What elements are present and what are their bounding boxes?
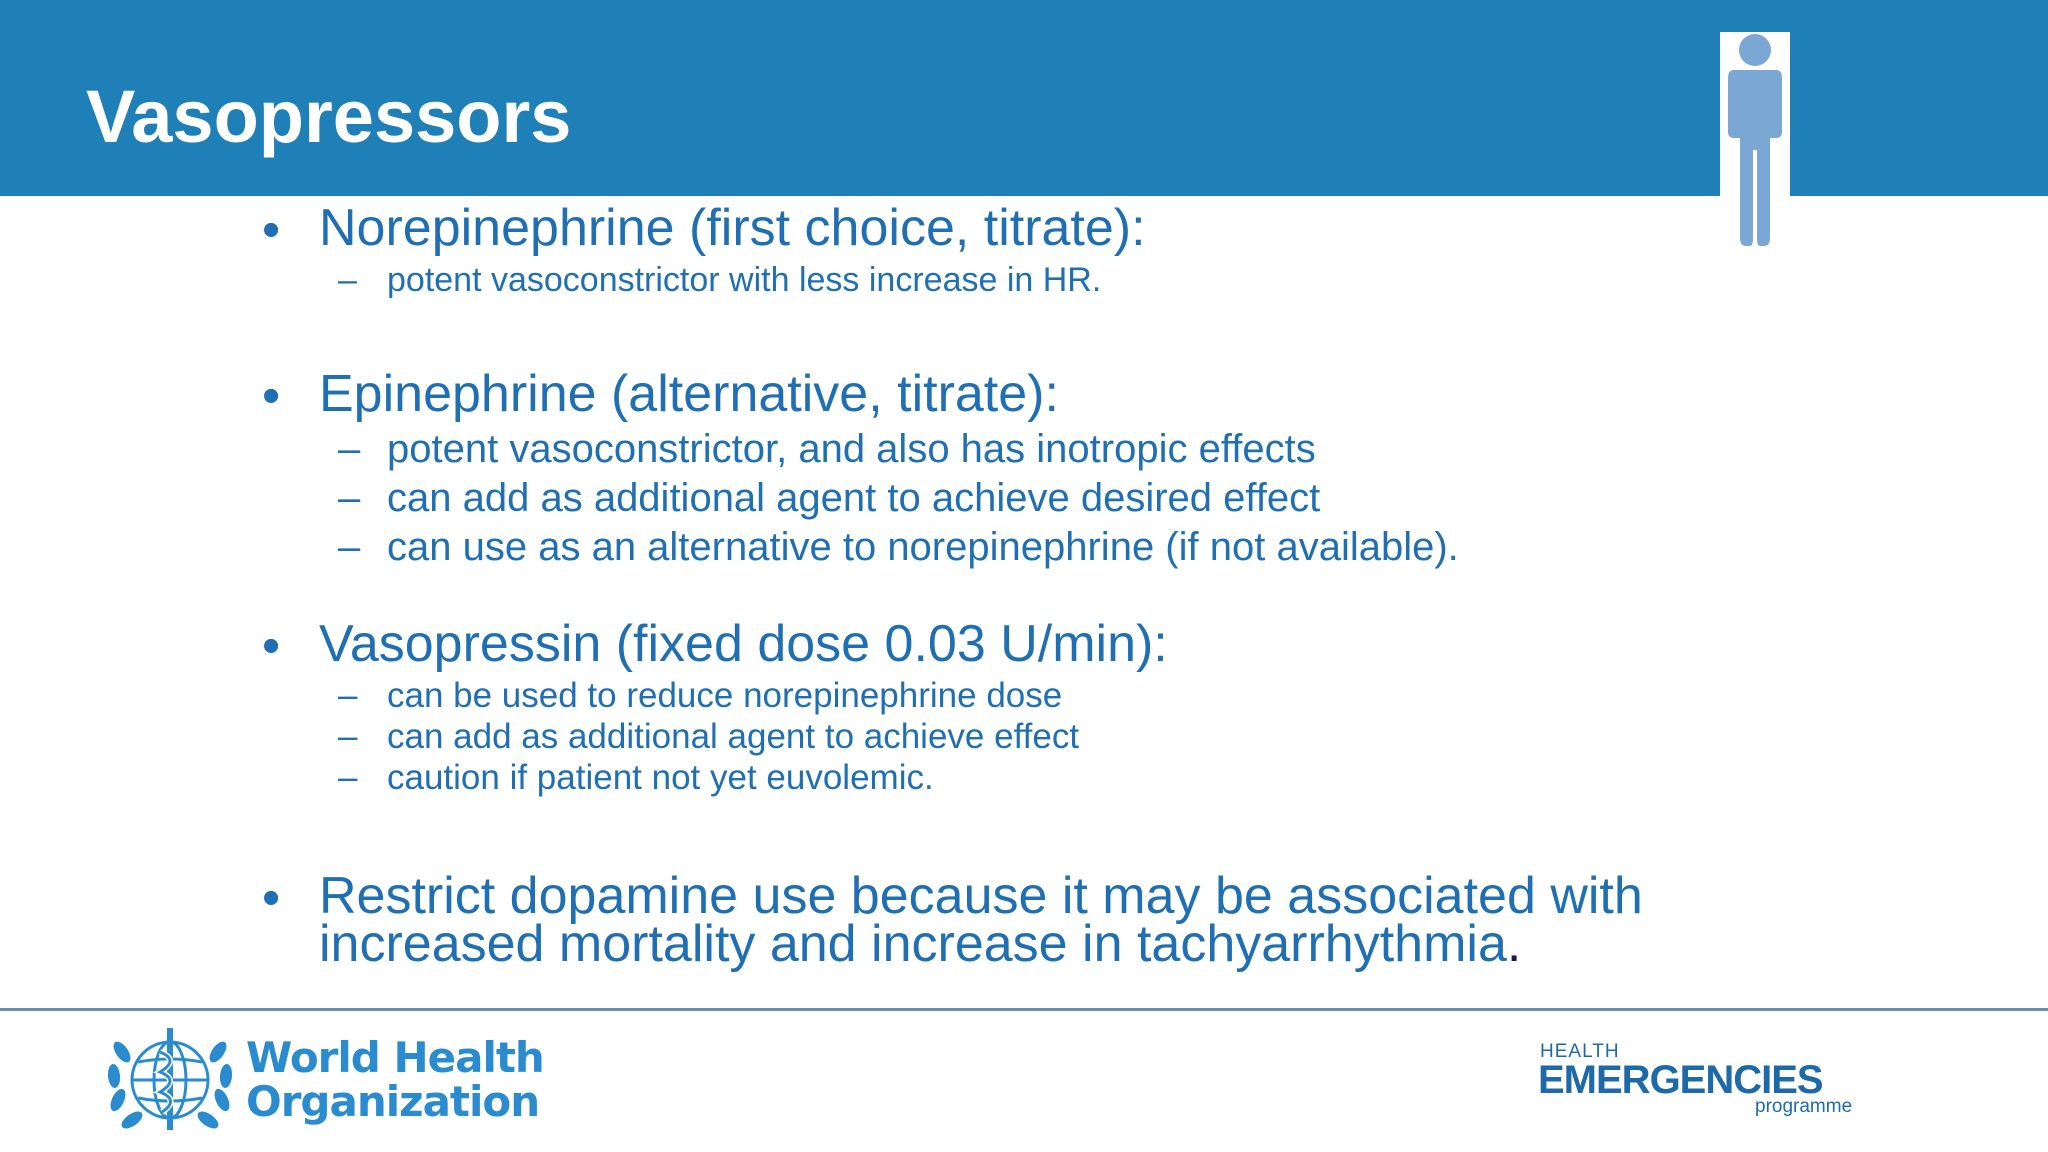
bullet-heading-dopamine-line1: Restrict dopamine use because it may be associated with xyxy=(319,867,1643,925)
slide-title: Vasopressors xyxy=(86,75,572,158)
bullet-marker: • xyxy=(262,869,281,927)
health-emergencies-title: EMERGENCIES xyxy=(1538,1058,1823,1102)
who-logo-line1: World Health xyxy=(246,1033,544,1082)
sub-point: potent vasoconstrictor with less increase in HR. xyxy=(387,261,1102,299)
dash-marker: – xyxy=(338,525,361,569)
bullet-heading-epinephrine: Epinephrine (alternative, titrate): xyxy=(319,365,1059,423)
who-logo-line2: Organization xyxy=(246,1077,540,1126)
footer-divider xyxy=(0,1008,2048,1011)
dash-marker: – xyxy=(338,476,361,520)
bullet-heading-norepinephrine: Norepinephrine (first choice, titrate): xyxy=(319,199,1146,257)
bullet-marker: • xyxy=(262,617,281,675)
dash-marker: – xyxy=(338,427,361,471)
sub-point: caution if patient not yet euvolemic. xyxy=(387,758,934,797)
bullet-heading-dopamine-line2 xyxy=(319,915,1522,973)
dash-marker: – xyxy=(338,261,357,299)
sub-point: can use as an alternative to norepinephrine (if not available). xyxy=(387,525,1459,569)
who-logo-text xyxy=(246,1033,544,1126)
sub-point: can add as additional agent to achieve effect xyxy=(387,717,1080,756)
bullet-marker: • xyxy=(262,367,281,425)
dopamine-line2-text: increased mortality and increase in tachyarrhythmia xyxy=(319,915,1507,973)
health-emergencies-programme: programme xyxy=(1755,1096,1853,1117)
bullet-marker: • xyxy=(262,201,281,259)
health-emergencies-small: HEALTH xyxy=(1540,1041,1620,1062)
dash-marker: – xyxy=(338,758,358,797)
sub-point: potent vasoconstrictor, and also has inotropic effects xyxy=(387,427,1316,471)
sub-point: can be used to reduce norepinephrine dose xyxy=(387,676,1063,715)
bullet-heading-vasopressin: Vasopressin (fixed dose 0.03 U/min): xyxy=(319,615,1168,673)
dopamine-line2-period: . xyxy=(1506,915,1522,973)
who-emblem-icon xyxy=(100,1022,240,1142)
dash-marker: – xyxy=(338,717,358,756)
dash-marker: – xyxy=(338,676,358,715)
sub-point: can add as additional agent to achieve desired effect xyxy=(387,476,1321,520)
